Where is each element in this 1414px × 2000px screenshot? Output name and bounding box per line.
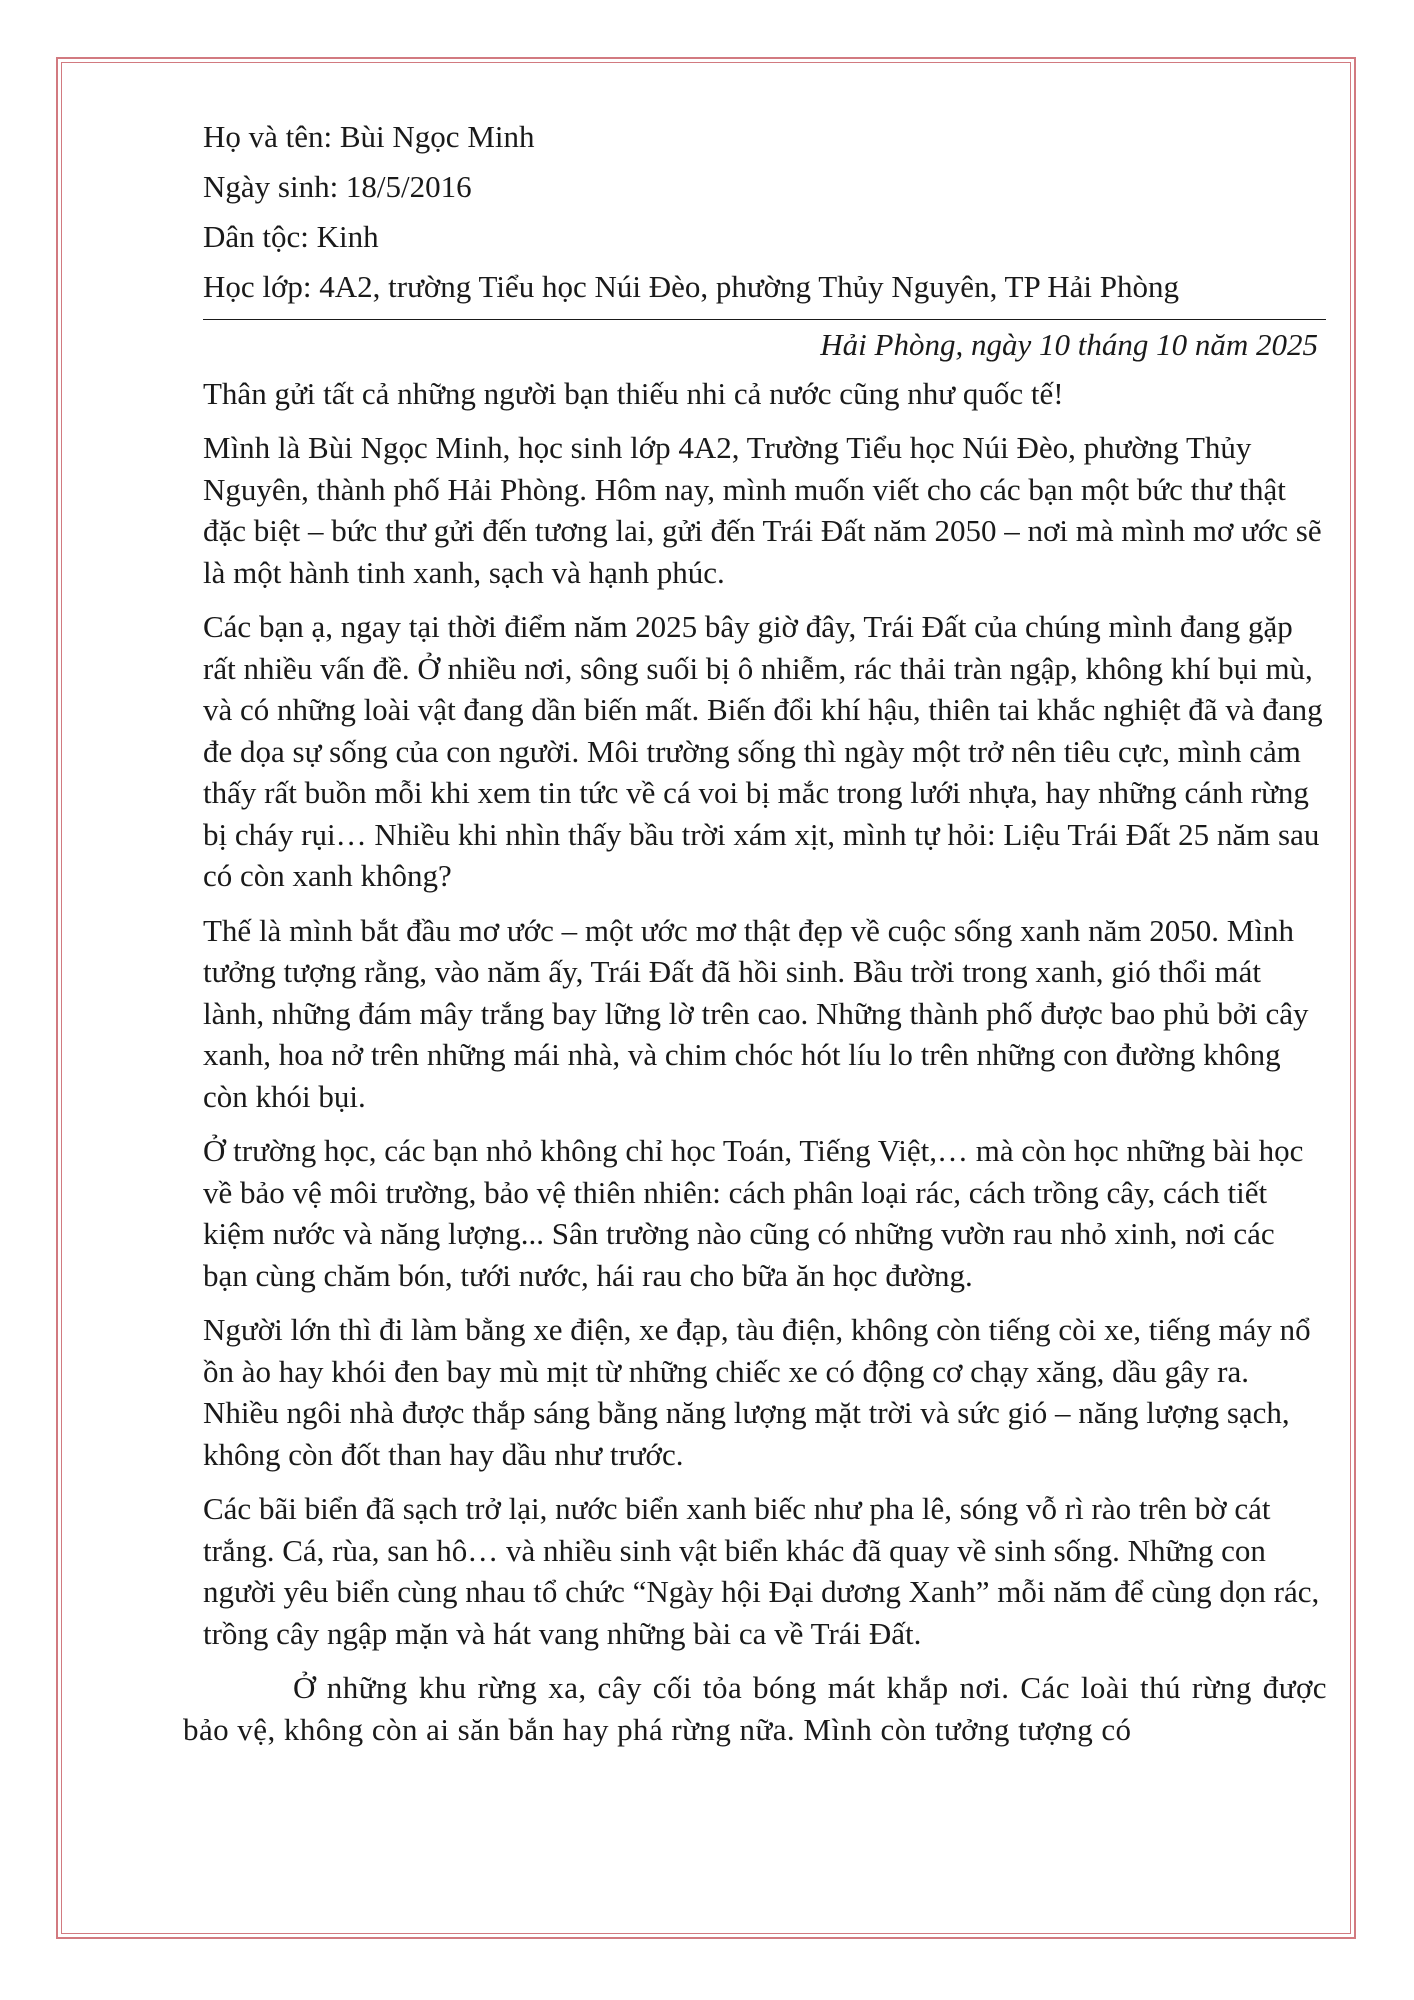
letter-greeting: Thân gửi tất cả những người bạn thiếu nhi cả nước cũng như quốc tế! — [203, 376, 1064, 411]
paragraph-oceans: Các bãi biển đã sạch trở lại, nước biển xanh biếc như pha lê, sóng vỗ rì rào trên bờ cát trắng. Cá, rùa, san hô… và nhiều sinh vật biển khác đã quay về sinh sống. Những con người yêu biển cùng nhau tổ chức “Ngày hội Đại dương Xanh” mỗi năm để cùng dọn rác, trồng cây ngập mặn và hát vang những bài ca về Trái Đất. — [203, 1491, 1320, 1651]
student-name: Họ và tên: Bùi Ngọc Minh — [203, 119, 535, 154]
student-class: Học lớp: 4A2, trường Tiểu học Núi Đèo, phường Thủy Nguyên, TP Hải Phòng — [203, 269, 1180, 304]
paragraph-transport-energy: Người lớn thì đi làm bằng xe điện, xe đạp, tàu điện, không còn tiếng còi xe, tiếng máy nổ ồn ào hay khói đen bay mù mịt từ những chiếc xe có động cơ chạy xăng, dầu gây ra. Nhiều ngôi nhà được thắp sáng bằng năng lượng mặt trời và sức gió – năng lượng sạch, không còn đốt than hay dầu như trước. — [203, 1312, 1311, 1472]
paragraph-introduction: Mình là Bùi Ngọc Minh, học sinh lớp 4A2, Trường Tiểu học Núi Đèo, phường Thủy Nguyên, thành phố Hải Phòng. Hôm nay, mình muốn viết cho các bạn một bức thư thật đặc biệt – bức thư gửi đến tương lai, gửi đến Trái Đất năm 2050 – nơi mà mình mơ ước sẽ là một hành tinh xanh, sạch và hạnh phúc. — [203, 430, 1322, 590]
paragraph-schools: Ở trường học, các bạn nhỏ không chỉ học Toán, Tiếng Việt,… mà còn học những bài học về bảo vệ môi trường, bảo vệ thiên nhiên: cách phân loại rác, cách trồng cây, cách tiết kiệm nước và năng lượng... Sân trường nào cũng có những vườn rau nhỏ xinh, nơi các bạn cùng chăm bón, tưới nước, hái rau cho bữa ăn học đường. — [203, 1133, 1304, 1293]
paragraph-dream-2050: Thế là mình bắt đầu mơ ước – một ước mơ thật đẹp về cuộc sống xanh năm 2050. Mình tưởng tượng rằng, vào năm ấy, Trái Đất đã hồi sinh. Bầu trời trong xanh, gió thổi mát lành, những đám mây trắng bay lững lờ trên cao. Những thành phố được bao phủ bởi cây xanh, hoa nở trên những mái nhà, và chim chóc hót líu lo trên những con đường không còn khói bụi. — [203, 912, 1309, 1114]
student-ethnicity: Dân tộc: Kinh — [203, 219, 379, 254]
paragraph-current-problems: Các bạn ạ, ngay tại thời điểm năm 2025 bây giờ đây, Trái Đất của chúng mình đang gặp rất nhiều vấn đề. Ở nhiều nơi, sông suối bị ô nhiễm, rác thải tràn ngập, không khí bụi mù, và có những loài vật đang dần biến mất. Biến đổi khí hậu, thiên tai khắc nghiệt đã và đang đe dọa sự sống của con người. Môi trường sống thì ngày một trở nên tiêu cực, mình cảm thấy rất buồn mỗi khi xem tin tức về cá voi bị mắc trong lưới nhựa, hay những cánh rừng bị cháy rụi… Nhiều khi nhìn thấy bầu trời xám xịt, mình tự hỏi: Liệu Trái Đất 25 năm sau có còn xanh không? — [203, 609, 1323, 893]
paragraph-forests: Ở những khu rừng xa, cây cối tỏa bóng mát khắp nơi. Các loài thú rừng được bảo vệ, không còn ai săn bắn hay phá rừng nữa. Mình còn tưởng tượng có — [183, 1670, 1327, 1747]
header-divider — [203, 319, 1326, 320]
student-info — [203, 112, 1330, 312]
letter-date: Hải Phòng, ngày 10 tháng 10 năm 2025 — [820, 327, 1318, 362]
letter-document — [183, 112, 1330, 1750]
student-birthdate: Ngày sinh: 18/5/2016 — [203, 169, 472, 204]
